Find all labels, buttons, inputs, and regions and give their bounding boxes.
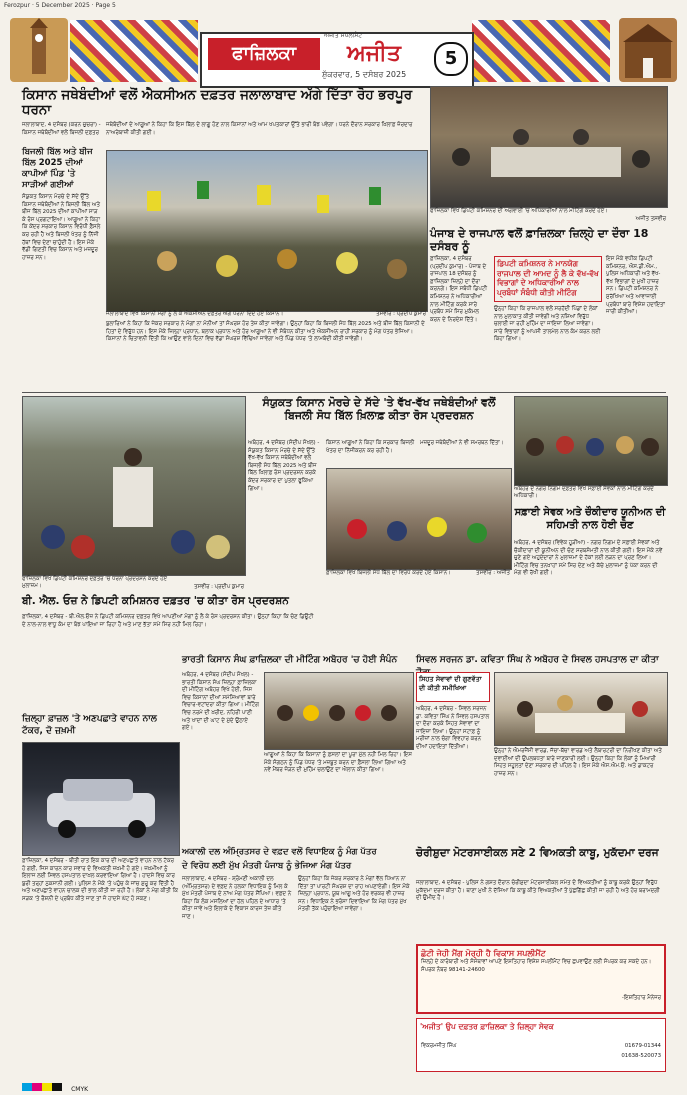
safai-photo <box>514 396 668 486</box>
masthead-title <box>200 32 474 88</box>
masthead-pattern-right <box>472 20 610 82</box>
crowd-flags-graphic <box>107 151 427 311</box>
issue-date: ਸ਼ੁੱਕਰਵਾਰ, 5 ਦਸੰਬਰ 2025 <box>322 70 407 79</box>
lead-protest-photo <box>106 150 428 312</box>
hospital-meeting-graphic <box>495 673 667 745</box>
page-number: 5 <box>434 42 468 76</box>
governor-story <box>430 256 666 386</box>
civil-subhead: ਸਿਹਤ ਸੇਵਾਵਾਂ ਦੀ ਗੁਣਵੱਤਾ ਦੀ ਕੀਤੀ ਸਮੀਖਿਆ <box>419 675 482 692</box>
divider-1 <box>22 392 666 393</box>
sitin-crowd-graphic <box>23 397 245 575</box>
lead-sidebar-body: ਸੰਯੁਕਤ ਕਿਸਾਨ ਮੋਰਚੇ ਦੇ ਸੱਦੇ ਉੱਤੇ ਕਿਸਾਨ ਜਥੇਬੰਦੀਆਂ ਨੇ ਬਿਜਲੀ ਬਿੱਲ ਅਤੇ ਬੀਜ ਬਿੱਲ 2025 ਦੀਆਂ ਕਾਪੀਆਂ ਸਾੜ ਕੇ ਰੋਸ ਪ੍ਰਗਟਾਇਆ। ਆਗੂਆਂ ਨੇ ਕਿਹਾ ਕਿ ਕੇਂਦਰ ਸਰਕਾਰ ਕਿਸਾਨ ਵਿਰੋਧੀ ਫ਼ੈਸਲੇ ਕਰ ਰਹੀ ਹੈ ਅਤੇ ਬਿਜਲੀ ਖੇਤਰ ਨੂੰ ਨਿੱਜੀ ਹੱਥਾਂ ਵਿਚ ਦੇਣਾ ਚਾਹੁੰਦੀ ਹੈ। ਇਸ ਮੌਕੇ ਵੱਡੀ ਗਿਣਤੀ ਵਿਚ ਕਿਸਾਨ ਅਤੇ ਮਜ਼ਦੂਰ ਹਾਜ਼ਰ ਸਨ। <box>22 194 101 261</box>
meeting-table-graphic <box>431 87 667 207</box>
akali-body-2: ਉਨ੍ਹਾਂ ਕਿਹਾ ਕਿ ਜੇਕਰ ਸਰਕਾਰ ਨੇ ਮੰਗਾਂ ਵੱਲ ਧਿਆਨ ਨਾ ਦਿੱਤਾ ਤਾਂ ਪਾਰਟੀ ਸੰਘਰਸ਼ ਦਾ ਰਾਹ ਅਪਣਾਏਗੀ। ਇਸ ਮੌਕੇ ਜ਼ਿਲ੍ਹਾ ਪ੍ਰਧਾਨ, ਯੂਥ ਆਗੂ ਅਤੇ ਹੋਰ ਵਰਕਰ ਵੀ ਹਾਜ਼ਰ ਸਨ। ਵਿਧਾਇਕ ਨੇ ਭਰੋਸਾ ਦਿਵਾਇਆ ਕਿ ਮੰਗ ਪੱਤਰ ਮੁੱਖ ਮੰਤਰੀ ਤੱਕ ਪਹੁੰਚਾਇਆ ਜਾਵੇਗਾ। <box>298 876 410 913</box>
governor-subhead: ਡਿਪਟੀ ਕਮਿਸ਼ਨਰ ਨੇ ਮਾਨਯੋਗ ਰਾਜਪਾਲ ਦੀ ਆਮਦ ਨੂੰ ਲੈ ਕੇ ਵੱਖ-ਵੱਖ ਵਿਭਾਗਾਂ ਦੇ ਅਧਿਕਾਰੀਆਂ ਨਾਲ ਪ੍ਰਬੰਧਾਂ ਸੰਬੰਧੀ ਕੀਤੀ ਮੀਟਿੰਗ <box>497 259 599 297</box>
clocktower-illustration <box>10 18 68 82</box>
sitin-caption: ਫਾਜ਼ਿਲਕਾ ਵਿਖੇ ਡਿਪਟੀ ਕਮਿਸ਼ਨਰ ਦਫ਼ਤਰ 'ਚ ਧਰਨਾ ਪ੍ਰਦਰਸ਼ਨ ਕਰਦੇ ਹੋਏ ਮੁਲਾਜ਼ਮ। <box>22 576 168 589</box>
lead-body-text: ਜਲਾਲਾਬਾਦ, 4 ਦਸੰਬਰ (ਕਰਨ ਚੁਚਰਾ) - ਕਿਸਾਨ ਜਥੇਬੰਦੀਆਂ ਵਲੋਂ ਬਿਜਲੀ ਦਫ਼ਤਰ <box>22 122 101 136</box>
sanyukt-headline: ਸੰਯੁਕਤ ਕਿਸਾਨ ਮੋਰਚੇ ਦੇ ਸੱਦੇ 'ਤੇ ਵੱਖ-ਵੱਖ ਜਥੇਬੰਦੀਆਂ ਵਲੋਂ ਬਿਜਲੀ ਸੋਧ ਬਿੱਲ ਖ਼ਿਲਾਫ਼ ਕੀਤਾ ਰੋਸ ਪ੍ਰਦਰਸ਼ਨ <box>262 396 496 422</box>
sanyukt-photo <box>326 468 512 570</box>
meeting-photo <box>430 86 668 208</box>
ad-notice-footer: -ਇਸ਼ਤਿਹਾਰ ਮੈਨੇਜਰ <box>621 995 661 1001</box>
print-topline: Ferozpur · 5 December 2025 · Page 5 <box>4 2 116 9</box>
blo-body: ਫ਼ਾਜ਼ਿਲਕਾ, 4 ਦਸੰਬਰ - ਬੀ.ਐਲ.ਓਜ਼ ਨੇ ਡਿਪਟੀ ਕਮਿਸ਼ਨਰ ਦਫ਼ਤਰ ਵਿਖੇ ਆਪਣੀਆਂ ਮੰਗਾਂ ਨੂੰ ਲੈ ਕੇ ਰੋਸ ਪ੍ਰਦਰਸ਼ਨ ਕੀਤਾ। ਉਨ੍ਹਾਂ ਕਿਹਾ ਕਿ ਚੋਣ ਡਿਊਟੀ ਦੇ ਨਾਲ-ਨਾਲ ਵਾਧੂ ਕੰਮ ਦਾ ਬੋਝ ਪਾਇਆ ਜਾ ਰਿਹਾ ਹੈ ਅਤੇ ਮਾਣ ਭੱਤਾ ਸਮੇਂ ਸਿਰ ਨਹੀਂ ਮਿਲ ਰਿਹਾ। <box>22 614 314 628</box>
sanyukt-crowd-graphic <box>327 469 511 569</box>
brand-area-name: ਫਾਜ਼ਿਲਕਾ <box>208 38 320 70</box>
lead-headline: ਕਿਸਾਨ ਜਥੇਬੰਦੀਆਂ ਵਲੋਂ ਐਕਸੀਅਨ ਦਫ਼ਤਰ ਜਲਾਲਾਬਾਦ ਅੱਗੇ ਦਿੱਤਾ ਰੋਹ ਭਰਪੂਰ ਧਰਨਾ <box>22 87 413 118</box>
governor-subhead-box <box>494 256 602 302</box>
sanyukt-col-1: ਅਬੋਹਰ, 4 ਦਸੰਬਰ (ਸੰਦੀਪ ਸੋਖਲ) - ਸੰਯੁਕਤ ਕਿਸਾਨ ਮੋਰਚੇ ਦੇ ਸੱਦੇ ਉੱਤੇ ਵੱਖ-ਵੱਖ ਕਿਸਾਨ ਜਥੇਬੰਦੀਆਂ ਵਲੋਂ ਬਿਜਲੀ ਸੋਧ ਬਿੱਲ 2025 ਅਤੇ ਬੀਜ ਬਿੱਲ ਖ਼ਿਲਾਫ਼ ਰੋਸ ਪ੍ਰਦਰਸ਼ਨ ਕਰਕੇ ਕੇਂਦਰ ਸਰਕਾਰ ਦਾ ਪੁਤਲਾ ਫੂਕਿਆ ਗਿਆ। <box>248 440 320 492</box>
lead-top-columns: ਜਥੇਬੰਦੀਆਂ ਦੇ ਆਗੂਆਂ ਨੇ ਕਿਹਾ ਕਿ ਇਸ ਬਿੱਲ ਦੇ ਲਾਗੂ ਹੋਣ ਨਾਲ ਕਿਸਾਨਾਂ ਅਤੇ ਆਮ ਖਪਤਕਾਰਾਂ ਉੱਤੇ ਭਾਰੀ ਬੋਝ ਪਵੇਗਾ। ਧਰਨੇ ਦੌਰਾਨ ਸਰਕਾਰ ਖ਼ਿਲਾਫ਼ ਜ਼ੋਰਦਾਰ ਨਾਅਰੇਬਾਜ਼ੀ ਕੀਤੀ ਗਈ। <box>106 122 413 136</box>
supplement-label: ਅਜੀਤ ਸਪਲੀਮੈਂਟ <box>324 32 363 39</box>
theft-headline: ਚੋਰੀਸ਼ੁਦਾ ਮੋਟਰਸਾਈਕਲ ਸਣੇ 2 ਵਿਅਕਤੀ ਕਾਬੂ, ਮੁਕੱਦਮਾ ਦਰਜ <box>416 847 659 859</box>
sitin-credit: ਤਸਵੀਰ : ਪ੍ਰਦੀਪ ਕੁਮਾਰ <box>194 584 244 590</box>
theft-body: ਜਲਾਲਾਬਾਦ, 4 ਦਸੰਬਰ - ਪੁਲਿਸ ਨੇ ਗਸ਼ਤ ਦੌਰਾਨ ਚੋਰੀਸ਼ੁਦਾ ਮੋਟਰਸਾਈਕਲ ਸਮੇਤ ਦੋ ਵਿਅਕਤੀਆਂ ਨੂੰ ਕਾਬੂ ਕਰਕੇ ਉਨ੍ਹਾਂ ਵਿਰੁੱਧ ਮੁਕੱਦਮਾ ਦਰਜ ਕੀਤਾ ਹੈ। ਥਾਣਾ ਮੁਖੀ ਨੇ ਦੱਸਿਆ ਕਿ ਕਾਬੂ ਕੀਤੇ ਵਿਅਕਤੀਆਂ ਤੋਂ ਪੁੱਛਗਿੱਛ ਕੀਤੀ ਜਾ ਰਹੀ ਹੈ ਅਤੇ ਹੋਰ ਬਰਾਮਦਗੀ ਦੀ ਉਮੀਦ ਹੈ। <box>416 880 660 902</box>
brand-paper-name: ਅਜੀਤ <box>347 41 401 66</box>
ad-notice-box <box>416 944 666 1014</box>
ad-notice-body: ਜ਼ਿਲ੍ਹੇ ਦੇ ਕਾਰੋਬਾਰੀ ਅਤੇ ਸੰਸਥਾਵਾਂ ਆਪਣੇ ਇਸ਼ਤਿਹਾਰ ਵਿਸ਼ੇਸ਼ ਸਪਲੀਮੈਂਟ ਵਿਚ ਛਪਵਾਉਣ ਲਈ ਸੰਪਰਕ ਕਰ ਸਕਦੇ ਹਨ। ਸੰਪਰਕ ਨੰਬਰ 98141-24600 <box>421 959 652 973</box>
sanyukt-credit: ਤਸਵੀਰ : ਅਜੀਤ <box>476 570 510 576</box>
bks-body-2: ਆਗੂਆਂ ਨੇ ਕਿਹਾ ਕਿ ਕਿਸਾਨਾਂ ਨੂੰ ਫ਼ਸਲਾਂ ਦਾ ਪੂਰਾ ਮੁੱਲ ਨਹੀਂ ਮਿਲ ਰਿਹਾ। ਇਸ ਮੌਕੇ ਸੰਗਠਨ ਨੂੰ ਪਿੰਡ ਪੱਧਰ 'ਤੇ ਮਜ਼ਬੂਤ ਕਰਨ ਦਾ ਫ਼ੈਸਲਾ ਲਿਆ ਗਿਆ ਅਤੇ ਨਵੇਂ ਮੈਂਬਰ ਜੋੜਨ ਦੀ ਮੁਹਿੰਮ ਚਲਾਉਣ ਦਾ ਐਲਾਨ ਕੀਤਾ ਗਿਆ। <box>264 752 412 774</box>
sitin-photo <box>22 396 246 576</box>
sanyukt-col-2: ਕਿਸਾਨ ਆਗੂਆਂ ਨੇ ਕਿਹਾ ਕਿ ਸਰਕਾਰ ਬਿਜਲੀ ਖੇਤਰ ਦਾ ਨਿੱਜੀਕਰਨ ਕਰ ਰਹੀ ਹੈ। <box>326 440 415 454</box>
office-title: 'ਅਜੀਤ' ਉਪ ਦਫ਼ਤਰ ਫ਼ਾਜ਼ਿਲਕਾ ਤੇ ਜ਼ਿਲ੍ਹਾ ਸੇਵਕ <box>420 1022 554 1031</box>
accident-headline: ਜ਼ਿਲ੍ਹਾ ਫ਼ਾਜ਼ਲ 'ਤੇ ਅਣਪਛਾਤੇ ਵਾਹਨ ਨਾਲ ਟੱਕਰ, ਦੋ ਜ਼ਖ਼ਮੀ <box>22 714 157 736</box>
akali-subhead: ਦੇ ਵਿਰੋਧ ਲਈ ਮੁੱਖ ਮੰਤਰੀ ਪੰਜਾਬ ਨੂੰ ਭੇਜਿਆ ਮੰਗ ਪੱਤਰ <box>182 861 352 871</box>
bks-body: ਅਬੋਹਰ, 4 ਦਸੰਬਰ (ਸੰਦੀਪ ਸੋਖਲ) - ਭਾਰਤੀ ਕਿਸਾਨ ਸੰਘ ਜ਼ਿਲ੍ਹਾ ਫ਼ਾਜ਼ਿਲਕਾ ਦੀ ਮੀਟਿੰਗ ਅਬੋਹਰ ਵਿਖੇ ਹੋਈ, ਜਿਸ ਵਿਚ ਕਿਸਾਨਾਂ ਦੀਆਂ ਸਮੱਸਿਆਵਾਂ ਬਾਰੇ ਵਿਚਾਰ-ਵਟਾਂਦਰਾ ਕੀਤਾ ਗਿਆ। ਮੀਟਿੰਗ ਵਿਚ ਨਰਮੇ ਦੀ ਖ਼ਰੀਦ, ਨਹਿਰੀ ਪਾਣੀ ਅਤੇ ਖਾਦਾਂ ਦੀ ਘਾਟ ਦੇ ਮੁੱਦੇ ਉਠਾਏ ਗਏ। <box>182 672 259 732</box>
civil-body-2: ਉਨ੍ਹਾਂ ਨੇ ਐਮਰਜੈਂਸੀ ਵਾਰਡ, ਜੱਚਾ-ਬੱਚਾ ਵਾਰਡ ਅਤੇ ਲੈਬਾਰਟਰੀ ਦਾ ਨਿਰੀਖਣ ਕੀਤਾ ਅਤੇ ਦਵਾਈਆਂ ਦੀ ਉਪਲਬਧਤਾ ਬਾਰੇ ਜਾਣਕਾਰੀ ਲਈ। ਉਨ੍ਹਾਂ ਕਿਹਾ ਕਿ ਲੋਕਾਂ ਨੂੰ ਮਿਆਰੀ ਸਿਹਤ ਸਹੂਲਤਾਂ ਦੇਣਾ ਸਰਕਾਰ ਦੀ ਪਹਿਲ ਹੈ। ਇਸ ਮੌਕੇ ਐਸ.ਐਮ.ਓ. ਅਤੇ ਡਾਕਟਰ ਹਾਜ਼ਰ ਸਨ। <box>494 748 662 777</box>
akali-body-1: ਜਲਾਲਾਬਾਦ, 4 ਦਸੰਬਰ - ਸ਼੍ਰੋਮਣੀ ਅਕਾਲੀ ਦਲ (ਅੰਮ੍ਰਿਤਸਰ) ਦੇ ਵਫ਼ਦ ਨੇ ਹਲਕਾ ਵਿਧਾਇਕ ਨੂੰ ਮਿਲ ਕੇ ਮੁੱਖ ਮੰਤਰੀ ਪੰਜਾਬ ਦੇ ਨਾਂਅ ਮੰਗ ਪੱਤਰ ਸੌਂਪਿਆ। ਵਫ਼ਦ ਨੇ ਕਿਹਾ ਕਿ ਲੋਕ ਮਸਲਿਆਂ ਦਾ ਹੱਲ ਪਹਿਲ ਦੇ ਆਧਾਰ 'ਤੇ ਕੀਤਾ ਜਾਵੇ ਅਤੇ ਇਲਾਕੇ ਦੇ ਵਿਕਾਸ ਕਾਰਜ ਤੇਜ਼ ਕੀਤੇ ਜਾਣ। <box>182 876 292 920</box>
safai-caption: ਅਬੋਹਰ ਦੇ ਨਗਰ ਨਿਗਮ ਦਫ਼ਤਰ ਵਿਖੇ ਸਫ਼ਾਈ ਸੇਵਕਾਂ ਨਾਲ ਮੀਟਿੰਗ ਕਰਦੇ ਅਧਿਕਾਰੀ। <box>514 486 654 499</box>
office-phone-2: 01638-520073 <box>621 1053 661 1059</box>
blo-headline: ਬੀ. ਐਲ. ਓਜ਼ ਨੇ ਡਿਪਟੀ ਕਮਿਸ਼ਨਰ ਦਫ਼ਤਰ 'ਚ ਕੀਤਾ ਰੋਸ ਪ੍ਰਦਰਸ਼ਨ <box>22 595 289 607</box>
masthead-pattern-left <box>70 20 198 82</box>
civil-subhead-box <box>416 672 490 702</box>
governor-col-3: ਇਸ ਮੌਕੇ ਵਧੀਕ ਡਿਪਟੀ ਕਮਿਸ਼ਨਰ, ਐਸ.ਡੀ.ਐਮ., ਪੁਲਿਸ ਅਧਿਕਾਰੀ ਅਤੇ ਵੱਖ-ਵੱਖ ਵਿਭਾਗਾਂ ਦੇ ਮੁਖੀ ਹਾਜ਼ਰ ਸਨ। ਡਿਪਟੀ ਕਮਿਸ਼ਨਰ ਨੇ ਸੁਰੱਖਿਆ ਅਤੇ ਆਵਾਜਾਈ ਪ੍ਰਬੰਧਾਂ ਬਾਰੇ ਵਿਸ਼ੇਸ਼ ਹਦਾਇਤਾਂ ਜਾਰੀ ਕੀਤੀਆਂ। <box>606 256 665 316</box>
print-colorbar-label: CMYK <box>71 1086 89 1093</box>
lead-caption: ਜਲਾਲਾਬਾਦ ਵਿਖੇ ਕਿਸਾਨੀ ਮੰਗਾਂ ਨੂੰ ਲੈ ਕੇ ਐਕਸੀਅਨ ਦਫ਼ਤਰ ਅੱਗੇ ਧਰਨਾ ਦਿੰਦੇ ਹੋਏ ਕਿਸਾਨ। <box>106 311 284 317</box>
office-info-box <box>416 1018 666 1072</box>
lead-bottom-columns: ਬੁਲਾਰਿਆਂ ਨੇ ਕਿਹਾ ਕਿ ਜੇਕਰ ਸਰਕਾਰ ਨੇ ਮੰਗਾਂ ਨਾ ਮੰਨੀਆਂ ਤਾਂ ਸੰਘਰਸ਼ ਹੋਰ ਤੇਜ਼ ਕੀਤਾ ਜਾਵੇਗਾ। ਉਨ੍ਹਾਂ ਕਿਹਾ ਕਿ ਬਿਜਲੀ ਸੋਧ ਬਿੱਲ 2025 ਅਤੇ ਬੀਜ ਬਿੱਲ ਕਿਸਾਨੀ ਦੇ ਹਿਤਾਂ ਦੇ ਵਿਰੁੱਧ ਹਨ। ਇਸ ਮੌਕੇ ਜ਼ਿਲ੍ਹਾ ਪ੍ਰਧਾਨ, ਬਲਾਕ ਪ੍ਰਧਾਨ ਅਤੇ ਹੋਰ ਆਗੂਆਂ ਨੇ ਵੀ ਸੰਬੋਧਨ ਕੀਤਾ ਅਤੇ ਐਕਸੀਅਨ ਰਾਹੀਂ ਸਰਕਾਰ ਨੂੰ ਮੰਗ ਪੱਤਰ ਭੇਜਿਆ। ਕਿਸਾਨਾਂ ਨੇ ਚਿਤਾਵਨੀ ਦਿੱਤੀ ਕਿ ਆਉਣ ਵਾਲੇ ਦਿਨਾਂ ਵਿਚ ਵੱਡਾ ਸੰਘਰਸ਼ ਵਿੱਢਿਆ ਜਾਵੇਗਾ ਅਤੇ ਪਿੰਡ ਪੱਧਰ 'ਤੇ ਲਾਮਬੰਦੀ ਕੀਤੀ ਜਾਵੇਗੀ। <box>106 321 425 343</box>
damaged-car-graphic <box>23 743 179 855</box>
accident-photo <box>22 742 180 856</box>
sanyukt-caption: ਫ਼ਾਜ਼ਿਲਕਾ ਵਿਖੇ ਬਿਜਲੀ ਸੋਧ ਬਿੱਲ ਦਾ ਵਿਰੋਧ ਕਰਦੇ ਹੋਏ ਕਿਸਾਨ। <box>326 570 451 576</box>
meeting-credit: ਅਜੀਤ ਤਸਵੀਰ <box>635 216 666 222</box>
ad-notice-title: ਛੋਟੀ ਜੇਹੀ ਮੈਂਗ ਮੋਰ੍ਹੀ ਹੈ ਵਿਕਾਸ ਸਪਲੀਮੈਂਟ <box>421 949 546 958</box>
safai-body: ਅਬੋਹਰ, 4 ਦਸੰਬਰ (ਵਿਵੇਕ ਹੂੜੀਆ) - ਨਗਰ ਨਿਗਮ ਦੇ ਸਫ਼ਾਈ ਸੇਵਕਾਂ ਅਤੇ ਚੌਕੀਦਾਰਾਂ ਦੀ ਯੂਨੀਅਨ ਦੀ ਚੋਣ ਸਰਬਸੰਮਤੀ ਨਾਲ ਕੀਤੀ ਗਈ। ਇਸ ਮੌਕੇ ਨਵੇਂ ਚੁਣੇ ਗਏ ਅਹੁਦੇਦਾਰਾਂ ਨੇ ਮੁਲਾਜ਼ਮਾਂ ਦੇ ਹੱਕਾਂ ਲਈ ਲੜਨ ਦਾ ਪ੍ਰਣ ਲਿਆ। ਮੀਟਿੰਗ ਵਿਚ ਤਨਖ਼ਾਹਾਂ ਸਮੇਂ ਸਿਰ ਦੇਣ ਅਤੇ ਕੱਚੇ ਮੁਲਾਜ਼ਮਾਂ ਨੂੰ ਪੱਕਾ ਕਰਨ ਦੀ ਮੰਗ ਵੀ ਰੱਖੀ ਗਈ। <box>514 540 663 577</box>
bks-headline: ਭਾਰਤੀ ਕਿਸਾਨ ਸੰਘ ਫ਼ਾਜ਼ਿਲਕਾ ਦੀ ਮੀਟਿੰਗ ਅਬੋਹਰ 'ਚ ਹੋਈ ਸੰਪੰਨ <box>182 655 398 665</box>
civil-headline: ਸਿਵਲ ਸਰਜਨ ਡਾ. ਕਵਿਤਾ ਸਿੰਘ ਨੇ ਅਬੋਹਰ ਦੇ ਸਿਵਲ ਹਸਪਤਾਲ ਦਾ ਕੀਤਾ <box>416 655 659 665</box>
heritage-building-icon <box>619 18 677 82</box>
lead-sidebar-title: ਬਿਜਲੀ ਬਿੱਲ ਅਤੇ ਬੀਜ ਬਿੱਲ 2025 ਦੀਆਂ ਕਾਪੀਆਂ ਪਿੰਡ 'ਤੇ ਸਾੜੀਆਂ ਗਈਆਂ <box>22 147 93 190</box>
lead-credit: ਤਸਵੀਰ : ਪ੍ਰਦੀਪ ਕੁਮਾਰ <box>376 311 426 317</box>
safai-group-graphic <box>515 397 667 485</box>
civil-body: ਅਬੋਹਰ, 4 ਦਸੰਬਰ - ਸਿਵਲ ਸਰਜਨ ਡਾ. ਕਵਿਤਾ ਸਿੰਘ ਨੇ ਸਿਵਲ ਹਸਪਤਾਲ ਦਾ ਦੌਰਾ ਕਰਕੇ ਸਿਹਤ ਸੇਵਾਵਾਂ ਦਾ ਜਾਇਜ਼ਾ ਲਿਆ। ਉਨ੍ਹਾਂ ਸਟਾਫ਼ ਨੂੰ ਮਰੀਜ਼ਾਂ ਨਾਲ ਚੰਗਾ ਵਿਵਹਾਰ ਕਰਨ ਦੀਆਂ ਹਦਾਇਤਾਂ ਦਿੱਤੀਆਂ। <box>416 706 490 750</box>
lead-sidebar <box>22 122 102 332</box>
akali-headline: ਅਕਾਲੀ ਦਲ ਅੰਮ੍ਰਿਤਸਰ ਦੇ ਵਫ਼ਦ ਵਲੋਂ ਵਿਧਾਇਕ ਨੂੰ ਮੰਗ ਪੱਤਰ <box>182 847 377 857</box>
sanyukt-col-3: ਮਜ਼ਦੂਰ ਜਥੇਬੰਦੀਆਂ ਨੇ ਵੀ ਸਮਰਥਨ ਦਿੱਤਾ। <box>420 440 504 446</box>
building-illustration <box>619 18 677 82</box>
accident-body: ਫ਼ਾਜ਼ਿਲਕਾ, 4 ਦਸੰਬਰ - ਬੀਤੀ ਰਾਤ ਇਕ ਕਾਰ ਦੀ ਅਣਪਛਾਤੇ ਵਾਹਨ ਨਾਲ ਟੱਕਰ ਹੋ ਗਈ, ਜਿਸ ਕਾਰਨ ਕਾਰ ਸਵਾਰ ਦੋ ਵਿਅਕਤੀ ਜ਼ਖ਼ਮੀ ਹੋ ਗਏ। ਜ਼ਖ਼ਮੀਆਂ ਨੂੰ ਇਲਾਜ ਲਈ ਸਿਵਲ ਹਸਪਤਾਲ ਦਾਖ਼ਲ ਕਰਵਾਇਆ ਗਿਆ ਹੈ। ਹਾਦਸੇ ਵਿਚ ਕਾਰ ਬੁਰੀ ਤਰ੍ਹਾਂ ਨੁਕਸਾਨੀ ਗਈ। ਪੁਲਿਸ ਨੇ ਮੌਕੇ 'ਤੇ ਪਹੁੰਚ ਕੇ ਜਾਂਚ ਸ਼ੁਰੂ ਕਰ ਦਿੱਤੀ ਹੈ ਅਤੇ ਅਣਪਛਾਤੇ ਵਾਹਨ ਚਾਲਕ ਦੀ ਭਾਲ ਕੀਤੀ ਜਾ ਰਹੀ ਹੈ। ਲੋਕਾਂ ਨੇ ਮੰਗ ਕੀਤੀ ਕਿ ਸੜਕ 'ਤੇ ਰੌਸ਼ਨੀ ਦੇ ਪ੍ਰਬੰਧ ਕੀਤੇ ਜਾਣ ਤਾਂ ਜੋ ਹਾਦਸੇ ਘੱਟ ਹੋ ਸਕਣ। <box>22 858 178 902</box>
governor-col-2: ਉਨ੍ਹਾਂ ਕਿਹਾ ਕਿ ਰਾਜਪਾਲ ਵਲੋਂ ਸਰਹੱਦੀ ਪਿੰਡਾਂ ਦੇ ਲੋਕਾਂ ਨਾਲ ਮੁਲਾਕਾਤ ਕੀਤੀ ਜਾਵੇਗੀ ਅਤੇ ਨਸ਼ਿਆਂ ਵਿਰੁੱਧ ਚਲਾਈ ਜਾ ਰਹੀ ਮੁਹਿੰਮ ਦਾ ਜਾਇਜ਼ਾ ਲਿਆ ਜਾਵੇਗਾ। ਸਾਰੇ ਵਿਭਾਗਾਂ ਨੂੰ ਆਪਸੀ ਤਾਲਮੇਲ ਨਾਲ ਕੰਮ ਕਰਨ ਲਈ ਕਿਹਾ ਗਿਆ। <box>494 306 601 343</box>
print-colorbar <box>22 1076 666 1093</box>
meeting-caption: ਫਾਜ਼ਿਲਕਾ ਵਿਖੇ ਡਿਪਟੀ ਕਮਿਸ਼ਨਰ ਦੀ ਅਗਵਾਈ 'ਚ ਅਧਿਕਾਰੀਆਂ ਨਾਲ ਮੀਟਿੰਗ ਕਰਦੇ ਹੋਏ। <box>430 208 608 214</box>
office-phone-1: 01679-01344 <box>624 1043 661 1049</box>
safai-headline: ਸਫ਼ਾਈ ਸੇਵਕ ਅਤੇ ਚੌਕੀਦਾਰ ਯੂਨੀਅਨ ਦੀ ਸਹਿਮਤੀ ਨਾਲ ਹੋਈ ਚੋਣ <box>514 507 666 531</box>
bks-group-graphic <box>265 673 413 749</box>
office-contact-name: ਵਿਕਰਮਜੀਤ ਸਿੰਘ <box>421 1043 457 1049</box>
clocktower-icon <box>10 18 68 82</box>
governor-headline: ਪੰਜਾਬ ਦੇ ਰਾਜਪਾਲ ਵਲੋਂ ਫ਼ਾਜ਼ਿਲਕਾ ਜ਼ਿਲ੍ਹੇ ਦਾ ਦੌਰਾ 18 ਦਸੰਬਰ ਨੂੰ <box>430 227 649 253</box>
masthead <box>0 14 687 86</box>
civil-photo <box>494 672 668 746</box>
governor-col-1: ਫ਼ਾਜ਼ਿਲਕਾ, 4 ਦਸੰਬਰ (ਪ੍ਰਦੀਪ ਕੁਮਾਰ) - ਪੰਜਾਬ ਦੇ ਰਾਜਪਾਲ 18 ਦਸੰਬਰ ਨੂੰ ਫ਼ਾਜ਼ਿਲਕਾ ਜ਼ਿਲ੍ਹੇ ਦਾ ਦੌਰਾ ਕਰਨਗੇ। ਇਸ ਸਬੰਧੀ ਡਿਪਟੀ ਕਮਿਸ਼ਨਰ ਨੇ ਅਧਿਕਾਰੀਆਂ ਨਾਲ ਮੀਟਿੰਗ ਕਰਕੇ ਸਾਰੇ ਪ੍ਰਬੰਧ ਸਮੇਂ ਸਿਰ ਮੁਕੰਮਲ ਕਰਨ ਦੇ ਨਿਰਦੇਸ਼ ਦਿੱਤੇ। <box>430 256 487 323</box>
bks-photo <box>264 672 414 750</box>
